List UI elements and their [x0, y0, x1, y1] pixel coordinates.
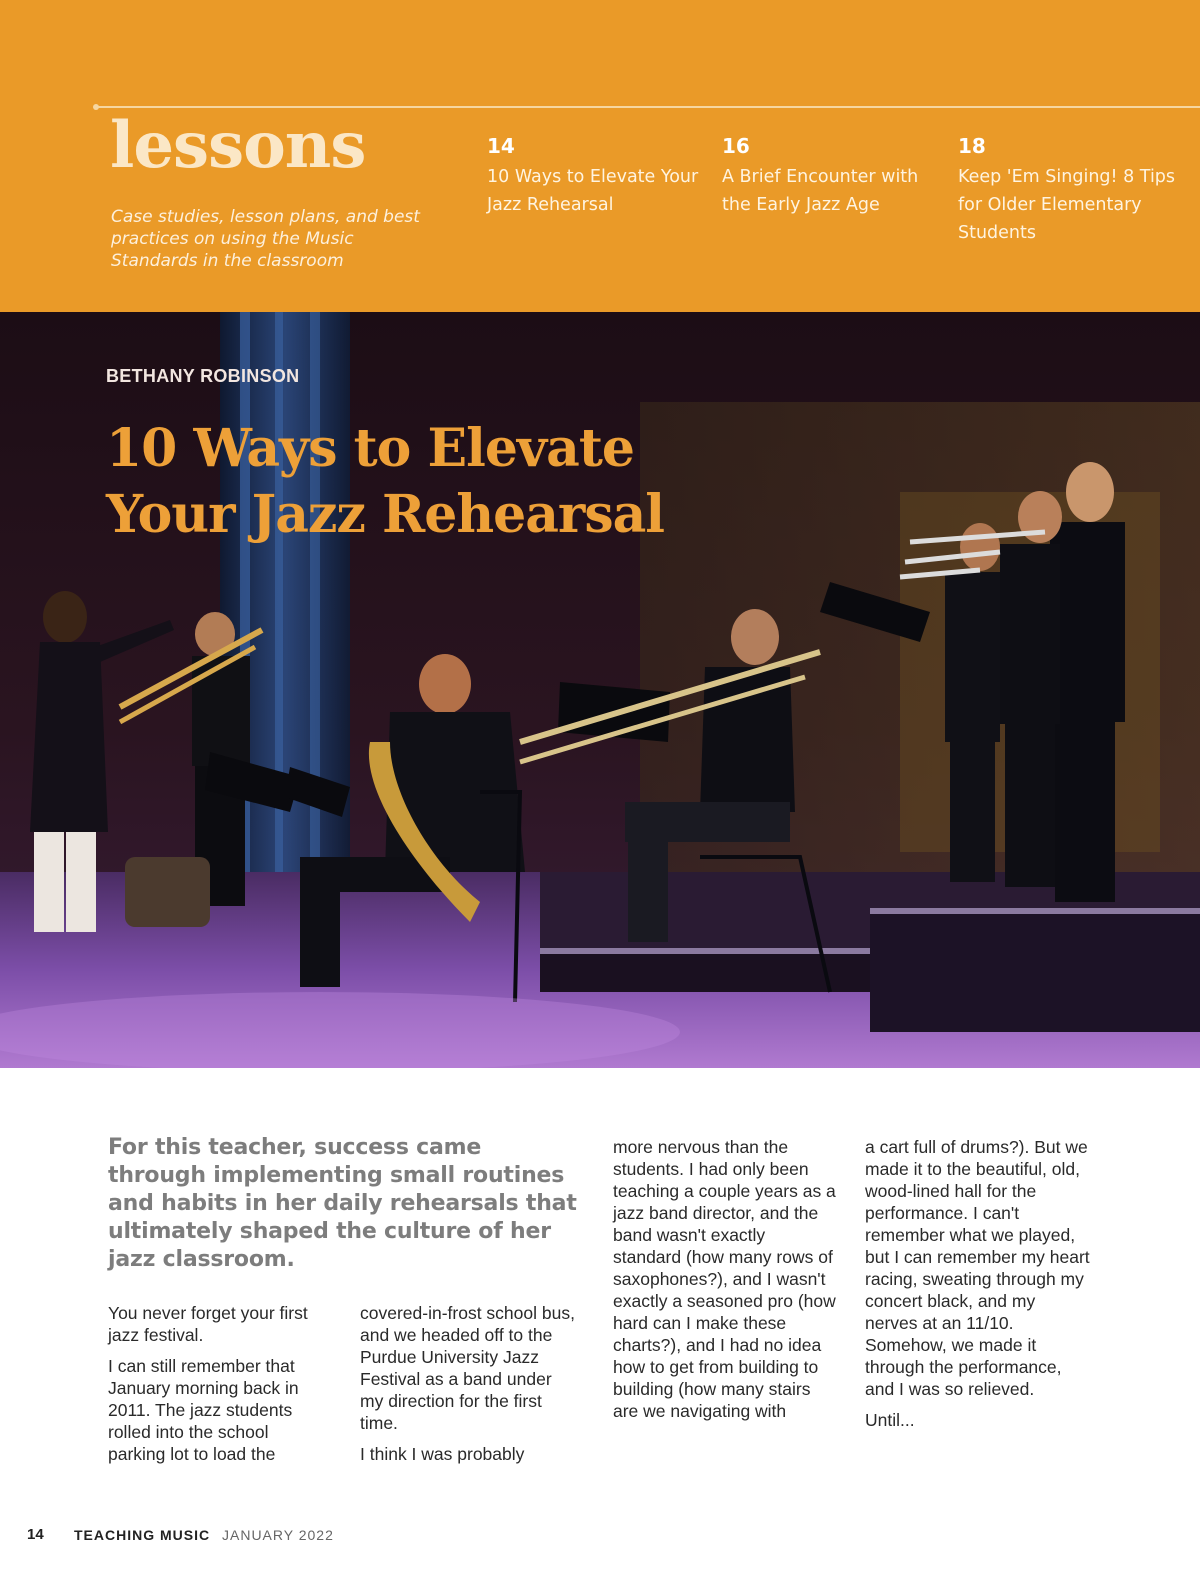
body-paragraph: a cart full of drums?). But we made it to the beautiful, old, wood-lined hall for the performance. I can't remember what we played, but I can remember my heart racing, sweating through my concert black, and my nerves at an 11/10. Somehow, we made it through the performance, and I was so relieved.: [865, 1137, 1090, 1399]
body-column-4: [865, 1136, 1090, 1440]
body-column-2: [360, 1302, 575, 1474]
section-header-band: [0, 0, 1200, 312]
body-paragraph: I can still remember that January morning back in 2011. The jazz students rolled into the school parking lot to load the: [108, 1356, 299, 1464]
article-deck: For this teacher, success came through implementing small routines and habits in her daily rehearsals that ultimately shaped the culture of her jazz classroom.: [108, 1135, 577, 1272]
toc-item[interactable]: [487, 133, 707, 219]
body-column-3: [613, 1136, 838, 1431]
toc-page-number: 14: [487, 134, 515, 158]
article-headline: 10 Ways to Elevate Your Jazz Rehearsal: [106, 418, 665, 545]
body-paragraph: Until...: [865, 1410, 915, 1430]
body-paragraph: You never forget your first jazz festival.: [108, 1303, 308, 1345]
author-byline: BETHANY ROBINSON: [106, 366, 300, 386]
toc-title: Keep 'Em Singing! 8 Tips for Older Elementary Students: [958, 167, 1176, 243]
toc-item[interactable]: [722, 133, 942, 219]
toc-page-number: 18: [958, 134, 986, 158]
body-paragraph: covered-in-frost school bus, and we headed off to the Purdue University Jazz Festival as a band under my direction for the first time.: [360, 1303, 575, 1433]
body-column-1: [108, 1302, 323, 1474]
issue-date: JANUARY 2022: [222, 1527, 334, 1543]
body-paragraph: more nervous than the students. I had only been teaching a couple years as a jazz band director, and the band wasn't exactly standard (how many rows of saxophones?), and I wasn't exactly a seasoned pro (how hard can I make these charts?), and I had no idea how to get from building to building (how many stairs are we navigating with: [613, 1137, 836, 1421]
header-divider-dot: [93, 104, 99, 110]
toc-title: 10 Ways to Elevate Your Jazz Rehearsal: [487, 167, 699, 215]
body-paragraph: I think I was probably: [360, 1444, 525, 1464]
section-title: lessons: [110, 108, 366, 183]
toc-item[interactable]: [958, 133, 1178, 247]
page-number: 14: [27, 1526, 44, 1543]
toc-title: A Brief Encounter with the Early Jazz Age: [722, 167, 919, 215]
publication-name: TEACHING MUSIC: [74, 1527, 211, 1543]
toc-page-number: 16: [722, 134, 750, 158]
section-description: Case studies, lesson plans, and best practices on using the Music Standards in the classroom: [111, 207, 420, 271]
